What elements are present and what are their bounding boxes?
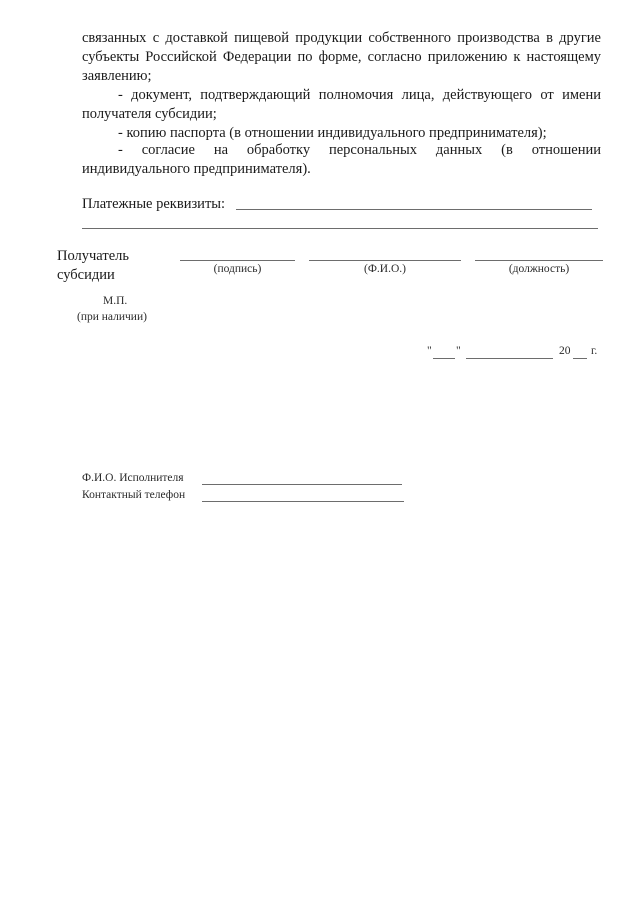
date-month-field-line[interactable]: [466, 358, 553, 359]
executor-phone-label: Контактный телефон: [82, 489, 186, 501]
list-item-1-line-2: получателя субсидии;: [82, 106, 217, 122]
signature-field-line[interactable]: [180, 260, 295, 261]
executor-name-label: Ф.И.О. Исполнителя: [82, 472, 184, 484]
paragraph-line-3: заявлению;: [82, 68, 152, 84]
payment-details-field-line-1[interactable]: [236, 209, 592, 210]
executor-phone-field-line[interactable]: [202, 501, 404, 502]
date-open-quote: ": [427, 345, 432, 357]
recipient-label-line-2: субсидии: [57, 267, 115, 283]
executor-name-field-line[interactable]: [202, 484, 402, 485]
position-caption: (должность): [508, 263, 570, 275]
full-name-caption: (Ф.И.О.): [364, 263, 406, 275]
date-year-suffix: г.: [591, 345, 598, 357]
list-item-3-line-2: индивидуального предпринимателя).: [82, 161, 311, 177]
list-item-3-line-1: - согласие на обработку персональных данных (в отношении: [118, 142, 601, 158]
date-day-field-line[interactable]: [433, 358, 455, 359]
payment-details-field-line-2[interactable]: [82, 228, 598, 229]
paragraph-line-1: связанных с доставкой пищевой продукции собственного производства в другие: [82, 30, 601, 46]
date-year-prefix: 20: [559, 345, 571, 357]
recipient-label-line-1: Получатель: [57, 248, 129, 264]
full-name-field-line[interactable]: [309, 260, 461, 261]
position-field-line[interactable]: [475, 260, 603, 261]
date-year-field-line[interactable]: [573, 358, 587, 359]
list-item-1-line-1: - документ, подтверждающий полномочия лица, действующего от имени: [118, 87, 601, 103]
list-item-2: - копию паспорта (в отношении индивидуального предпринимателя);: [118, 125, 547, 141]
stamp-label: М.П.: [103, 295, 128, 307]
stamp-note: (при наличии): [77, 311, 147, 323]
date-close-quote: ": [456, 345, 461, 357]
payment-details-label: Платежные реквизиты:: [82, 196, 226, 212]
signature-caption: (подпись): [213, 263, 262, 275]
paragraph-line-2: субъекты Российской Федерации по форме, согласно приложению к настоящему: [82, 49, 601, 65]
